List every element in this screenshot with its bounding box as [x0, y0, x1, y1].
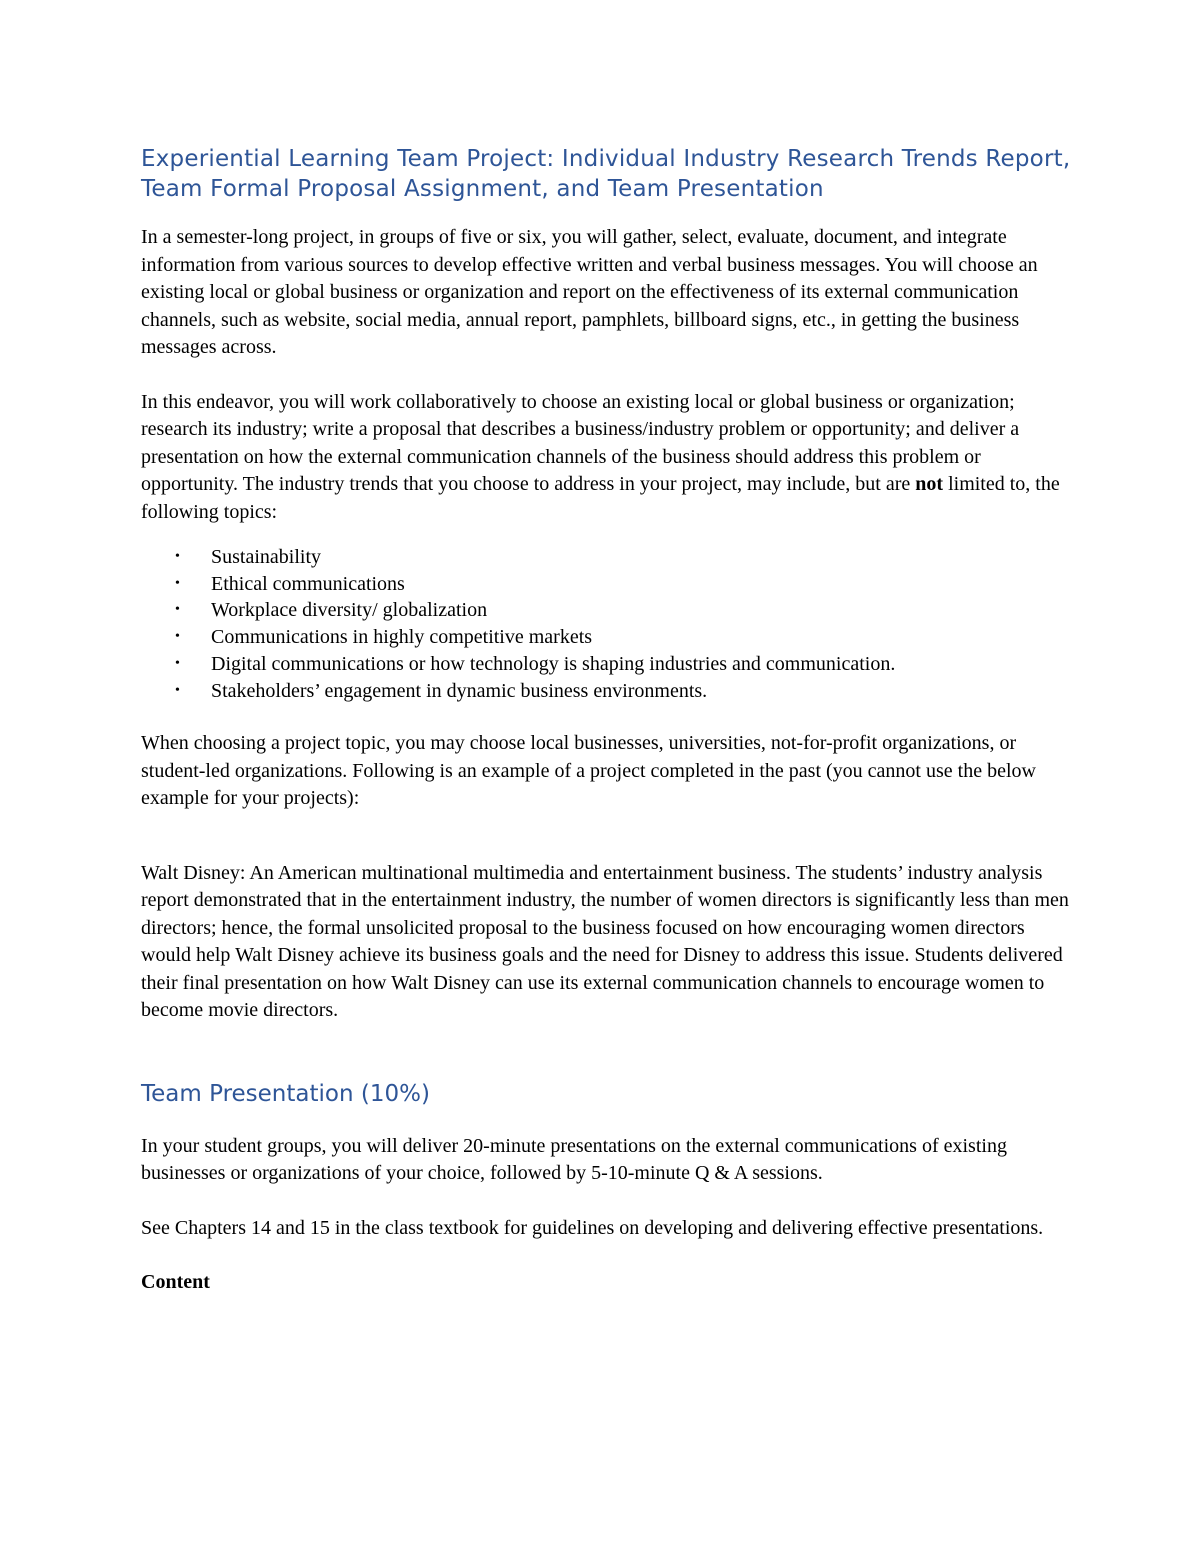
topic-text: Communications in highly competitive markets	[211, 626, 593, 649]
list-item	[141, 651, 1071, 678]
bullet-icon: •	[175, 682, 180, 698]
topic-text: Ethical communications	[211, 572, 405, 595]
disney-example-paragraph: Walt Disney: An American multinational multimedia and entertainment business. The students’ industry analysis report demonstrated that in the entertainment industry, the number of women directors is significantly less than men directors; hence, the formal unsolicited proposal to the business focused on how encouraging women directors would help Walt Disney achieve its business goals and the need for Disney to address this issue. Students delivered their final presentation on how Walt Disney can use its external communication channels to encourage women to become movie directors.	[141, 861, 1069, 1022]
list-item	[141, 571, 1071, 598]
topic-text: Sustainability	[211, 546, 321, 568]
bullet-icon: •	[175, 655, 180, 671]
see-chapters-paragraph: See Chapters 14 and 15 in the class textbook for guidelines on developing and delivering effective presentations.	[141, 1216, 1044, 1239]
list-item	[141, 678, 1071, 705]
bullet-icon: •	[175, 549, 180, 564]
team-presentation-heading: Team Presentation (10%)	[141, 1080, 430, 1107]
topics-list	[141, 544, 1071, 704]
bullet-icon: •	[175, 575, 180, 591]
topic-text: Workplace diversity/ globalization	[211, 599, 488, 622]
endeavor-bold-word: not	[915, 473, 944, 495]
bullet-icon: •	[175, 629, 180, 645]
bullet-icon: •	[175, 602, 180, 618]
list-item	[141, 624, 1071, 651]
list-item	[141, 597, 1071, 624]
list-item	[141, 544, 1071, 571]
document-page	[141, 144, 1071, 1297]
endeavor-paragraph	[141, 389, 1071, 527]
choosing-paragraph: When choosing a project topic, you may choose local businesses, universities, not-for-profit organizations, or student-led organizations. Following is an example of a project completed in the past (you cannot use the below example for your projects):	[141, 732, 1036, 810]
topic-text: Digital communications or how technology is shaping industries and communication.	[211, 652, 896, 675]
content-heading: Content	[141, 1271, 210, 1294]
endeavor-text-end: limited to, the following topics:	[141, 473, 1060, 523]
intro-paragraph: In a semester-long project, in groups of five or six, you will gather, select, evaluate, document, and integrate information from various sources to develop effective written and verbal business messages. You will choose an existing local or global business or organization and report on the effectiveness of its external communication channels, such as website, social media, annual report, pamphlets, billboard signs, etc., in getting the business messages across.	[141, 226, 1038, 358]
document-title: Experiential Learning Team Project: Individual Industry Research Trends Report, Team Formal Proposal Assignment, and Team Presentation	[141, 146, 1071, 202]
team-presentation-paragraph: In your student groups, you will deliver 20-minute presentations on the external communications of existing businesses or organizations of your choice, followed by 5-10-minute Q & A sessions.	[141, 1134, 1007, 1185]
endeavor-text-start: In this endeavor, you will work collaboratively to choose an existing local or global business or organization; research its industry; write a proposal that describes a business/industry problem or opportunity; and deliver a presentation on how the external communication channels of the business should address this problem or opportunity. The industry trends that you choose to address in your project, may include, but are	[141, 390, 1020, 495]
topic-text: Stakeholders’ engagement in dynamic business environments.	[211, 679, 708, 702]
